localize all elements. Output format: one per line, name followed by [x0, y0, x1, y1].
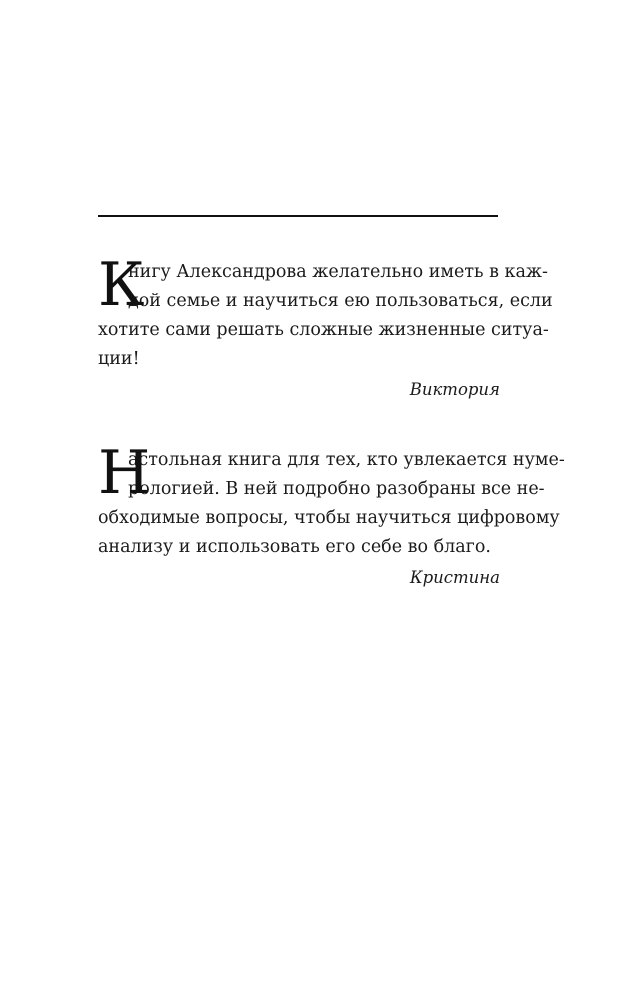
review-text-line: дой семье и научиться ею пользоваться, если [128, 291, 553, 311]
review-text-line: астольная книга для тех, кто увлекается нуме- [128, 450, 565, 470]
drop-cap: Н [98, 438, 151, 508]
review-block [98, 250, 553, 404]
review-text-line: анализу и использовать его себе во благо. [98, 537, 491, 557]
drop-cap: К [98, 250, 145, 320]
review-block [98, 438, 565, 592]
top-rule [98, 215, 498, 217]
review-text-line: хотите сами решать сложные жизненные ситуа- [98, 320, 549, 340]
review-text-line: ции! [98, 349, 140, 369]
review-text-line: нигу Александрова желательно иметь в каж- [128, 262, 548, 282]
review-author: Кристина [409, 568, 500, 587]
review-text-line: рологией. В ней подробно разобраны все не- [128, 479, 545, 499]
review-text-line: обходимые вопросы, чтобы научиться цифровому [98, 508, 560, 528]
review-author: Виктория [409, 380, 500, 399]
